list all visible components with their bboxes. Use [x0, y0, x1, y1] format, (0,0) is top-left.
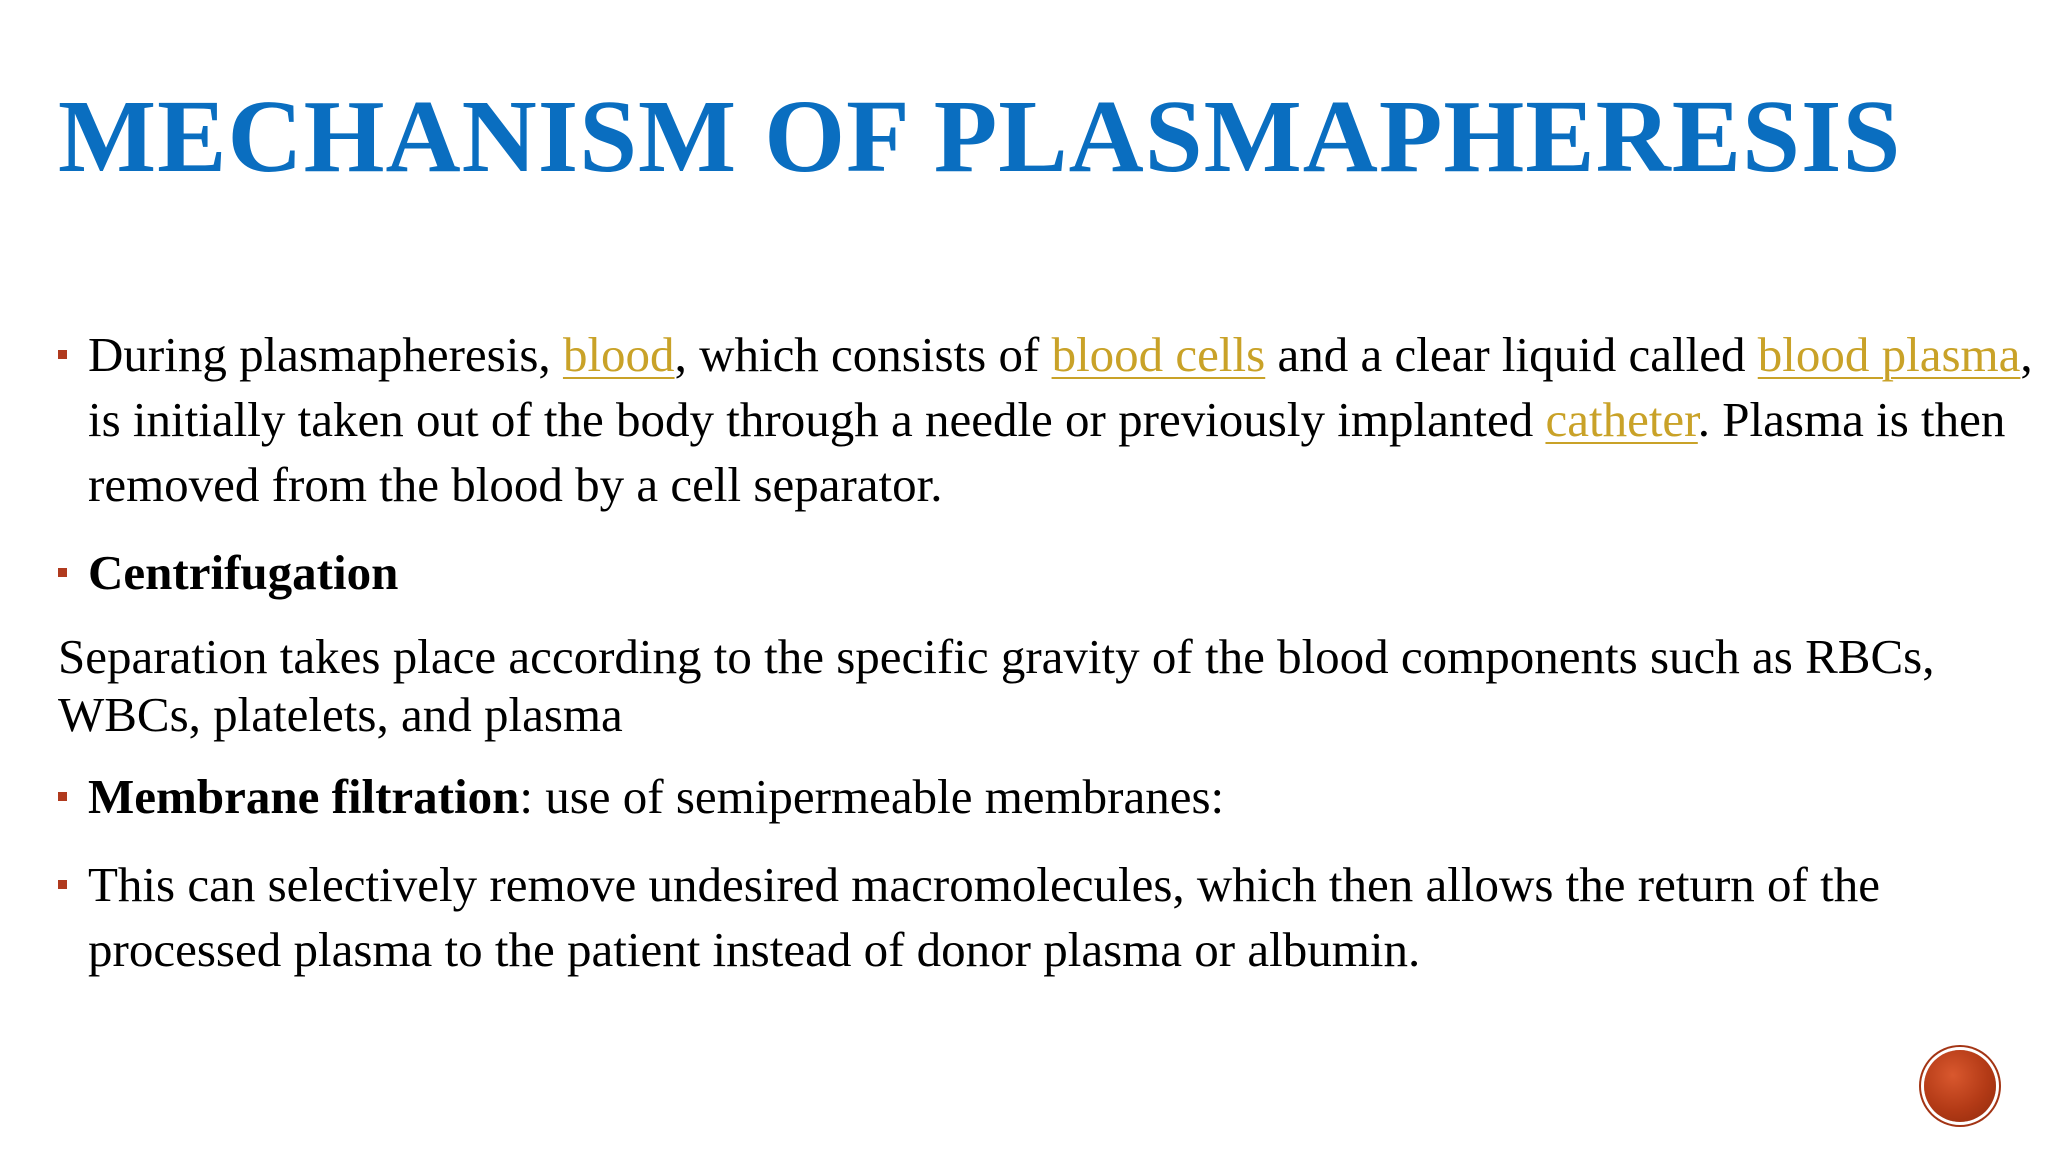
slide-content	[58, 322, 2033, 1005]
centrifugation-description: Separation takes place according to the specific gravity of the blood components such as RBCs, WBCs, platelets, and plasma	[58, 629, 1935, 742]
centrifugation-heading: Centrifugation	[88, 545, 399, 600]
bullet-marker-icon	[58, 568, 67, 577]
bullet-plasmapheresis-intro	[58, 322, 2033, 517]
bullet-marker-icon	[58, 880, 67, 889]
next-slide-button-icon[interactable]	[1924, 1050, 1996, 1122]
bullet1-text-2: , which consists of	[674, 327, 1052, 382]
bullet-selective-removal	[58, 852, 2033, 982]
bullet1-text-1: During plasmapheresis,	[88, 327, 563, 382]
link-blood-plasma[interactable]: blood plasma	[1757, 327, 2021, 382]
slide-title: MECHANISM OF PLASMAPHERESIS	[58, 79, 1902, 194]
bullet-membrane-filtration	[58, 764, 2033, 829]
bullet1-text-3: and a clear liquid called	[1265, 327, 1758, 382]
link-catheter[interactable]: catheter	[1545, 392, 1698, 447]
link-blood[interactable]: blood	[562, 327, 675, 382]
bullet-marker-icon	[58, 792, 67, 801]
bullet1-text-5: . Plasma is then removed from the blood by a cell separator.	[88, 392, 2006, 512]
bullet-centrifugation	[58, 540, 2033, 605]
selective-removal-text: This can selectively remove undesired macromolecules, which then allows the return of the processed plasma to the patient instead of donor plasma or albumin.	[88, 857, 1880, 977]
membrane-filtration-text: : use of semipermeable membranes:	[519, 769, 1225, 824]
bullet1-text-4: , is initially taken out of the body through a needle or previously implanted	[88, 327, 2033, 447]
link-blood-cells[interactable]: blood cells	[1051, 327, 1266, 382]
membrane-filtration-heading: Membrane filtration	[88, 769, 520, 824]
bullet-marker-icon	[58, 350, 67, 359]
